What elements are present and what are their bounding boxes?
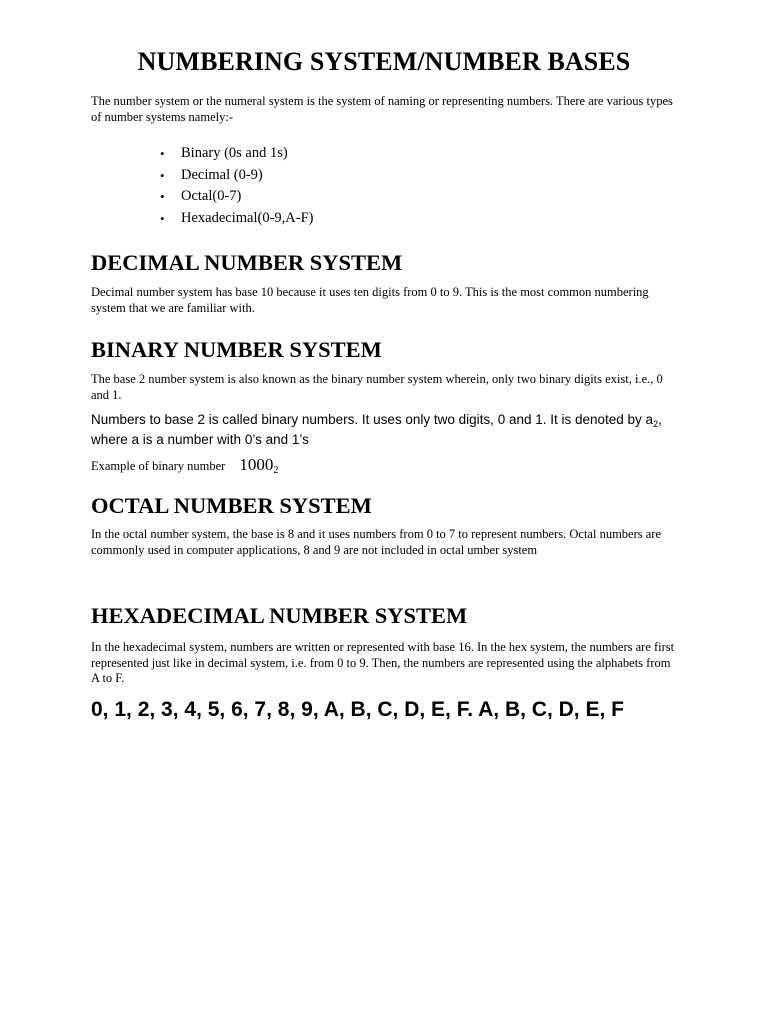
list-item-label: Decimal (0-9) [181, 166, 263, 183]
list-item-label: Binary (0s and 1s) [181, 145, 288, 161]
bullet-icon: • [160, 167, 165, 183]
list-item [158, 165, 313, 187]
intro-paragraph: The number system or the numeral system is the system of naming or representing numbers. There are various types of number systems namely:- [91, 94, 673, 124]
bullet-icon: • [160, 146, 165, 161]
binary-paragraph: The base 2 number system is also known as the binary number system wherein, only two binary digits exist, i.e., 0 and 1. [91, 372, 663, 402]
octal-paragraph: In the octal number system, the base is 8 and it uses numbers from 0 to 7 to represent numbers. Octal numbers are commonly used in computer applications, 8 and 9 are not included in octal umber system [91, 527, 661, 557]
binary-heading: BINARY NUMBER SYSTEM [91, 337, 382, 362]
list-item-label: Hexadecimal(0-9,A-F) [181, 209, 314, 226]
decimal-paragraph: Decimal number system has base 10 because it uses ten digits from 0 to 9. This is the most common numbering system that we are familiar with. [91, 285, 649, 315]
binary-example-label: Example of binary number [91, 459, 226, 473]
binary-example [91, 455, 278, 481]
list-item-label: Octal(0-7) [181, 188, 242, 204]
binary-note [91, 412, 691, 448]
hexadecimal-digits: 0, 1, 2, 3, 4, 5, 6, 7, 8, 9, A, B, C, D, E, F. A, B, C, D, E, F [91, 698, 624, 721]
list-item [158, 208, 313, 230]
hexadecimal-paragraph: In the hexadecimal system, numbers are written or represented with base 16. In the hex system, the numbers are first represented just like in decimal system, i.e. from 0 to 9. Then, the numbers are represented using the alphabets from A to F. [91, 640, 675, 685]
binary-note-text-end: , where a is a number with 0’s and 1’s [91, 412, 662, 447]
decimal-heading: DECIMAL NUMBER SYSTEM [91, 250, 403, 275]
list-item [158, 186, 313, 208]
bullet-icon: • [160, 189, 165, 204]
hexadecimal-heading: HEXADECIMAL NUMBER SYSTEM [91, 603, 468, 628]
binary-example-value: 1000 [239, 455, 274, 474]
binary-example-base: 2 [273, 465, 279, 476]
number-systems-list [158, 143, 313, 229]
octal-heading: OCTAL NUMBER SYSTEM [91, 493, 372, 518]
binary-note-text: Numbers to base 2 is called binary numbers. It uses only two digits, 0 and 1. It is denoted by a [91, 412, 654, 427]
bullet-icon: • [160, 210, 165, 226]
page-title: NUMBERING SYSTEM/NUMBER BASES [137, 47, 631, 76]
binary-note-subscript: 2 [653, 419, 659, 429]
list-item [158, 143, 313, 165]
